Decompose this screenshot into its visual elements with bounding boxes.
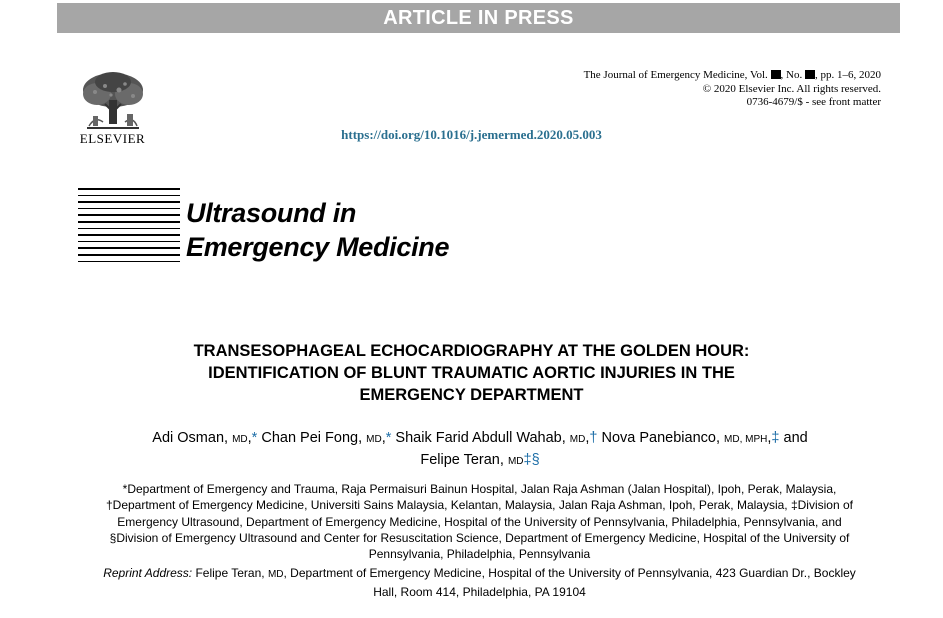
section-heading-line: Ultrasound in xyxy=(186,198,357,228)
article-title-line: IDENTIFICATION OF BLUNT TRAUMATIC AORTIC INJURIES IN THE xyxy=(208,364,735,382)
author-name: Adi Osman, xyxy=(152,430,233,446)
author-name: Nova Panebianco, xyxy=(601,430,725,446)
affiliation-line: *Department of Emergency and Trauma, Raja Permaisuri Bainun Hospital, Jalan Raja Ashman (Jalan Hospital), Ipoh, Perak, Malaysia, xyxy=(122,482,837,496)
doi-link[interactable]: https://doi.org/10.1016/j.jemermed.2020.05.003 xyxy=(341,127,602,142)
author-list: Adi Osman, MD,* Chan Pei Fong, MD,* Shaik Farid Abdull Wahab, MD,† Nova Panebianco, MD, MPH,‡ and Felipe Teran, MD‡§ xyxy=(152,430,808,468)
author-degree: MD xyxy=(366,434,382,445)
volume-placeholder-square xyxy=(771,70,781,79)
author-degree: MD xyxy=(507,456,524,467)
affiliation-line: §Division of Emergency Ultrasound and Center for Resuscitation Science, Department of Emergency Medicine, Hospital of the University of xyxy=(109,530,850,545)
copyright-line: © 2020 Elsevier Inc. All rights reserved. xyxy=(702,82,881,95)
reprint-address-line: , Department of Emergency Medicine, Hospital of the University of Pennsylvania, 423 Guardian Dr., Bockley xyxy=(283,566,856,580)
affiliations xyxy=(72,481,887,562)
author-degree: MD, MPH xyxy=(724,434,768,445)
article-title xyxy=(0,340,943,406)
affiliation-line: Pennsylvania, Philadelphia, Pennsylvania xyxy=(368,547,591,562)
journal-volume-label: The Journal of Emergency Medicine, Vol. xyxy=(583,69,768,81)
affiliation-line: †Department of Emergency Medicine, Universiti Sains Malaysia, Kelantan, Malaysia, Jalan Raja Ashman, Ipoh, Perak, Malaysia, ‡Division of xyxy=(105,498,853,513)
reprint-degree: MD xyxy=(267,569,284,580)
author-affiliation-mark[interactable]: * xyxy=(385,430,392,446)
section-heading-line: Emergency Medicine xyxy=(186,232,450,262)
author-affiliation-mark[interactable]: * xyxy=(251,430,258,446)
journal-citation-line xyxy=(584,69,881,83)
section-heading xyxy=(186,196,449,264)
issn-line: 0736-4679/$ - see front matter xyxy=(746,96,881,108)
issue-placeholder-square xyxy=(805,70,815,79)
journal-citation xyxy=(584,69,881,110)
reprint-label: Reprint Address: xyxy=(103,566,193,580)
journal-pages: , pp. 1–6, 2020 xyxy=(815,69,881,81)
section-decoration-lines xyxy=(78,188,180,267)
article-title-line: TRANSESOPHAGEAL ECHOCARDIOGRAPHY AT THE GOLDEN HOUR: xyxy=(193,342,750,360)
author-name: Chan Pei Fong, xyxy=(261,430,367,446)
author-degree: MD xyxy=(232,434,248,445)
author-affiliation-mark[interactable]: ‡§ xyxy=(523,452,540,468)
article-title-line: EMERGENCY DEPARTMENT xyxy=(359,386,584,404)
author-name: Felipe Teran, xyxy=(420,452,508,468)
reprint-name: Felipe Teran, xyxy=(192,566,268,580)
author-affiliation-mark[interactable]: † xyxy=(589,430,598,446)
author-degree: MD xyxy=(569,434,586,445)
publisher-name: ELSEVIER xyxy=(79,131,146,146)
elsevier-tree-logo-icon xyxy=(75,70,150,130)
journal-issue-label: , No. xyxy=(780,69,803,81)
reprint-address xyxy=(72,565,887,600)
author-affiliation-mark[interactable]: ‡ xyxy=(771,430,780,446)
affiliation-line: Emergency Ultrasound, Department of Emergency Medicine, Hospital of the University of Pennsylvania, Philadelphia, Pennsylvania, and xyxy=(117,514,842,529)
author-name: Shaik Farid Abdull Wahab, xyxy=(395,430,570,446)
article-in-press-banner: ARTICLE IN PRESS xyxy=(57,3,900,33)
authors-conjunction: and xyxy=(783,430,808,446)
reprint-address-line: Hall, Room 414, Philadelphia, PA 19104 xyxy=(373,584,586,599)
